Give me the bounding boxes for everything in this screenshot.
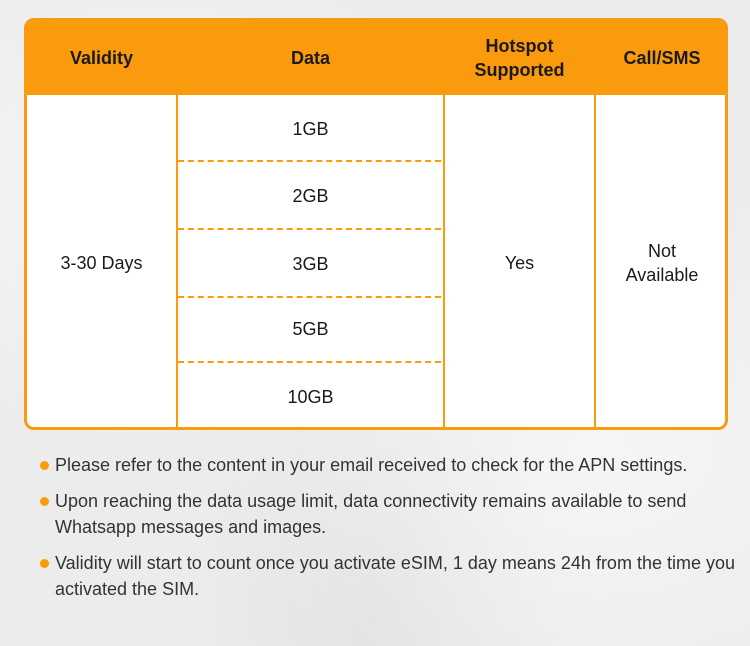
note-text: Upon reaching the data usage limit, data connectivity remains available to send Whatsapp messages and images.: [55, 491, 687, 537]
header-hotspot: [445, 21, 594, 95]
plan-table: [24, 18, 728, 430]
data-option-10gb: 10GB: [287, 386, 334, 407]
call-sms-cell: [596, 95, 728, 430]
validity-cell: 3-30 Days: [60, 252, 143, 273]
header-data: Data: [290, 48, 330, 68]
note-item-data-limit: [38, 488, 738, 540]
bullet-icon: [40, 497, 49, 506]
bullet-icon: [40, 461, 49, 470]
header-hotspot-line1: Hotspot: [485, 36, 554, 56]
notes-list: [38, 452, 738, 612]
bullet-icon: [40, 559, 49, 568]
note-item-apn: [38, 452, 738, 478]
data-option-5gb: 5GB: [292, 319, 329, 339]
hotspot-cell: Yes: [504, 252, 535, 273]
header-call-sms: Call/SMS: [623, 48, 701, 68]
note-text: Please refer to the content in your email received to check for the APN settings.: [55, 455, 688, 475]
data-option-1gb: 1GB: [292, 118, 329, 139]
call-sms-line2: Available: [625, 264, 699, 285]
note-item-validity: [38, 550, 738, 602]
header-validity: Validity: [69, 48, 134, 68]
header-hotspot-line2: Supported: [474, 60, 565, 80]
data-option-2gb: 2GB: [292, 185, 329, 206]
data-option-3gb: 3GB: [292, 253, 329, 274]
note-text: Validity will start to count once you activate eSIM, 1 day means 24h from the time you activated the SIM.: [55, 553, 735, 599]
call-sms-line1: Not: [647, 240, 676, 261]
